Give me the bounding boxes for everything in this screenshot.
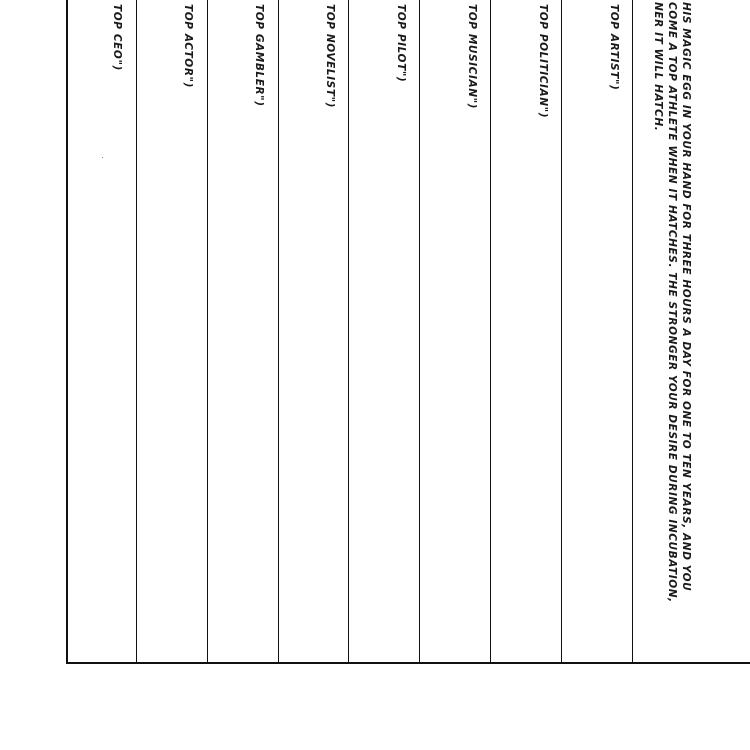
row-label-musician: TOP MUSICIAN") (466, 4, 478, 110)
table-divider (490, 0, 491, 664)
scan-speck (102, 157, 103, 158)
table-divider (348, 0, 349, 664)
row-label-ceo: TOP CEO") (111, 4, 123, 71)
description-line-3: NER IT WILL HATCH. (652, 2, 664, 132)
egg-table (66, 0, 750, 664)
description-line-1: HIS MAGIC EGG IN YOUR HAND FOR THREE HOURS A DAY FOR ONE TO TEN YEARS, AND YOU (680, 2, 692, 592)
table-divider (207, 0, 208, 664)
description-line-2: COME A TOP ATHLETE WHEN IT HATCHES. THE STRONGER YOUR DESIRE DURING INCUBATION, (666, 2, 678, 603)
table-divider (136, 0, 137, 664)
table-divider (278, 0, 279, 664)
row-label-politician: TOP POLITICIAN") (537, 4, 549, 119)
row-label-gambler: TOP GAMBLER") (253, 4, 265, 107)
row-label-actor: TOP ACTOR") (182, 4, 194, 88)
row-label-artist: TOP ARTIST") (608, 4, 620, 91)
row-label-novelist: TOP NOVELIST") (324, 4, 336, 109)
row-label-pilot: TOP PILOT") (395, 4, 407, 83)
table-divider (561, 0, 562, 664)
table-divider (419, 0, 420, 664)
table-divider (632, 0, 633, 664)
